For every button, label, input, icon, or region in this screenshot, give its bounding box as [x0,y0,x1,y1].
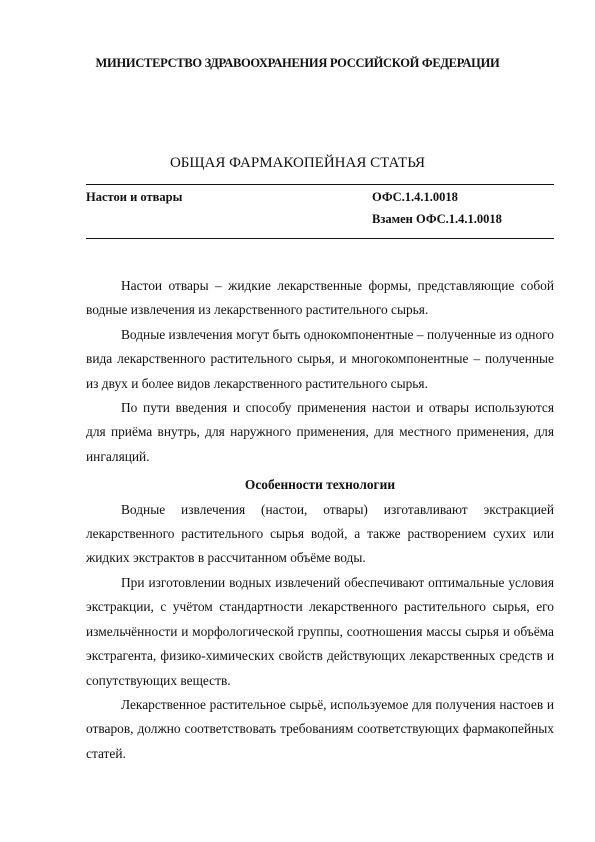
ministry-header: МИНИСТЕРСТВО ЗДРАВООХРАНЕНИЯ РОССИЙСКОЙ ФЕДЕРАЦИИ [95,56,500,70]
top-divider [86,184,554,185]
document-type-heading: ОБЩАЯ ФАРМАКОПЕЙНАЯ СТАТЬЯ [169,155,426,171]
monograph-code: ОФС.1.4.1.0018 [372,190,458,204]
paragraph-raw-material: Лекарственное растительное сырьё, используемое для получения настоев и отваров, должно соответствовать требованиям соответствующих фармакопейных статей. [86,696,554,761]
paragraph-extraction-conditions: При изготовлении водных извлечений обеспечивают оптимальные условия экстракции, с учётом стандартности лекарственного растительного сырья, его измельчённости и морфологической группы, соотношения массы сырья и объёма экстрагента, физико-химических свойств действующих лекарственных средств и сопутствующих веществ. [86,574,554,688]
monograph-title: Настои и отвары [86,190,183,204]
paragraph-technology: Водные извлечения (настои, отвары) изготавливают экстракцией лекарственного растительного сырья водой, а также растворением сухих или жидких экстрактов в рассчитанном объёме воды. [86,501,554,566]
paragraph-application: По пути введения и способу применения настои и отвары используются для приёма внутрь, для наружного применения, для местного применения, для ингаляций. [86,400,554,464]
body-text [86,274,554,766]
paragraph-composition: Водные извлечения могут быть однокомпонентные – полученные из одного вида лекарственного растительного сырья, и многокомпонентные – полученные из двух и более видов лекарственного растительного сырья. [86,326,554,391]
paragraph-definition: Настои отвары – жидкие лекарственные формы, представляющие собой водные извлечения из лекарственного растительного сырья. [86,278,554,318]
bottom-divider [86,238,554,239]
replaces-code: Взамен ОФС.1.4.1.0018 [372,212,502,226]
section-heading: Особенности технологии [244,477,396,493]
